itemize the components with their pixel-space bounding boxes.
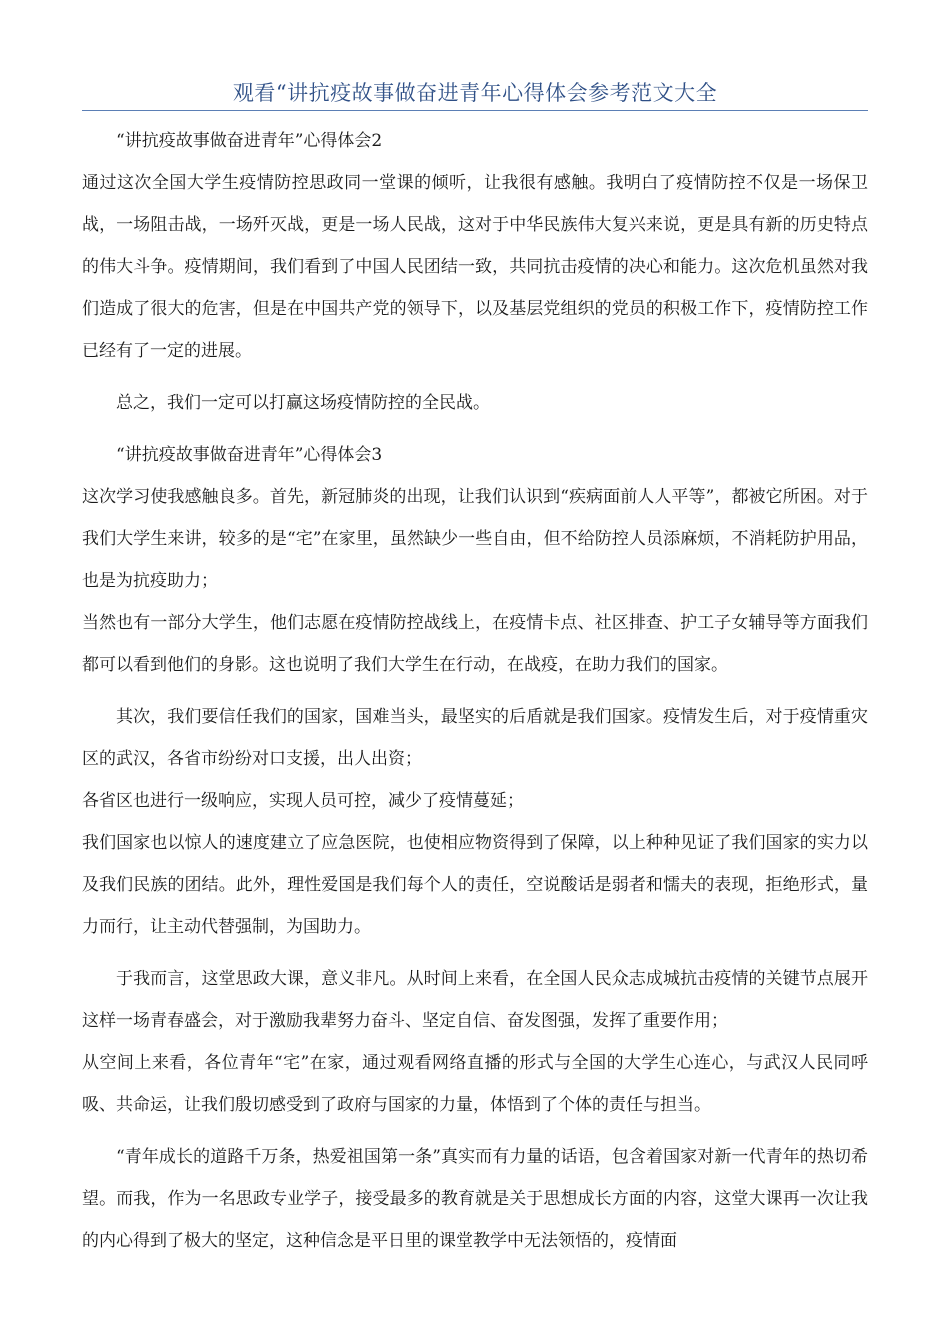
body-paragraph: 总之，我们一定可以打赢这场疫情防控的全民战。 bbox=[116, 393, 490, 413]
body-paragraph: 于我而言，这堂思政大课，意义非凡。从时间上来看，在全国人民众志成城抗击疫情的关键节点展开这样一场青春盛会，对于激励我辈努力奋斗、坚定自信、奋发图强，发挥了重要作用； bbox=[82, 969, 868, 1031]
body-paragraph: “青年成长的道路千万条，热爱祖国第一条”真实而有力量的话语，包含着国家对新一代青年的热切希望。而我，作为一名思政专业学子，接受最多的教育就是关于思想成长方面的内容，这堂大课再一次让我的内心得到了极大的坚定，这种信念是平日里的课堂教学中无法领悟的，疫情面 bbox=[82, 1147, 868, 1251]
body-paragraph: 通过这次全国大学生疫情防控思政同一堂课的倾听，让我很有感触。我明白了疫情防控不仅是一场保卫战，一场阻击战，一场歼灭战，更是一场人民战，这对于中华民族伟大复兴来说，更是具有新的历史特点的伟大斗争。疫情期间，我们看到了中国人民团结一致，共同抗击疫情的决心和能力。这次危机虽然对我们造成了很大的危害，但是在中国共产党的领导下，以及基层党组织的党员的积极工作下，疫情防控工作已经有了一定的进展。 bbox=[82, 173, 868, 361]
document-header-title: 观看“讲抗疫故事做奋进青年心得体会参考范文大全 bbox=[232, 81, 718, 105]
body-paragraph: 当然也有一部分大学生，他们志愿在疫情防控战线上，在疫情卡点、社区排查、护工子女辅导等方面我们都可以看到他们的身影。这也说明了我们大学生在行动，在战疫，在助力我们的国家。 bbox=[82, 613, 868, 675]
section-heading-3: “讲抗疫故事做奋进青年”心得体会3 bbox=[116, 445, 383, 465]
body-paragraph: 这次学习使我感触良多。首先，新冠肺炎的出现，让我们认识到“疾病面前人人平等”，都被它所困。对于我们大学生来讲，较多的是“宅”在家里，虽然缺少一些自由，但不给防控人员添麻烦，不消耗防护用品，也是为抗疫助力； bbox=[82, 487, 868, 591]
body-paragraph: 从空间上来看，各位青年“宅”在家，通过观看网络直播的形式与全国的大学生心连心，与武汉人民同呼吸、共命运，让我们殷切感受到了政府与国家的力量，体悟到了个体的责任与担当。 bbox=[82, 1053, 868, 1115]
body-paragraph: 各省区也进行一级响应，实现人员可控，减少了疫情蔓延； bbox=[82, 791, 524, 811]
header-divider bbox=[82, 110, 868, 111]
section-heading-2: “讲抗疫故事做奋进青年”心得体会2 bbox=[116, 131, 383, 151]
document-body bbox=[82, 120, 868, 1262]
body-paragraph: 其次，我们要信任我们的国家，国难当头，最坚实的后盾就是我们国家。疫情发生后，对于疫情重灾区的武汉，各省市纷纷对口支援，出人出资； bbox=[82, 707, 868, 769]
body-paragraph: 我们国家也以惊人的速度建立了应急医院，也使相应物资得到了保障，以上种种见证了我们国家的实力以及我们民族的团结。此外，理性爱国是我们每个人的责任，空说酸话是弱者和懦夫的表现，拒绝形式，量力而行，让主动代替强制，为国助力。 bbox=[82, 833, 868, 937]
